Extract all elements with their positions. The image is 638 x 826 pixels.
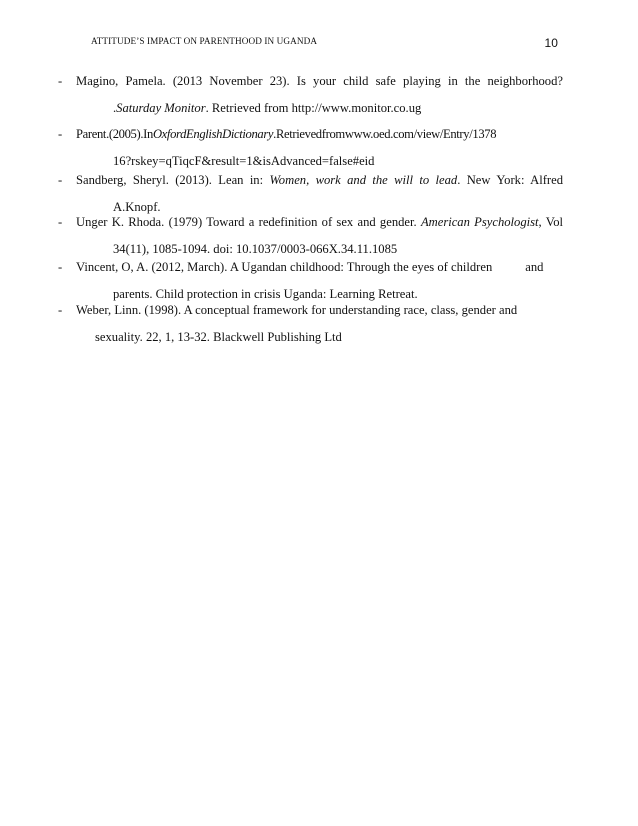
reference-line	[76, 174, 563, 187]
reference-entry	[58, 75, 563, 115]
running-head: ATTITUDE’S IMPACT ON PARENTHOOD IN UGANDA	[91, 36, 318, 46]
reference-text: Sandberg, Sheryl. (2013). Lean in:	[76, 173, 270, 187]
reference-continuation: parents. Child protection in crisis Uganda: Learning Retreat.	[113, 287, 418, 301]
reference-entry	[58, 261, 563, 301]
list-bullet: -	[58, 260, 63, 274]
source-title: OxfordEnglishDictionary	[152, 127, 274, 141]
reference-continuation	[113, 102, 563, 115]
source-title: Saturday Monitor	[116, 101, 206, 115]
reference-continuation: 16?rskey=qTiqcF&result=1&isAdvanced=false#eid	[113, 154, 375, 168]
reference-entry	[58, 128, 563, 168]
reference-text: Parent.(2005).In	[76, 127, 153, 141]
reference-entry	[58, 174, 563, 214]
source-title: American Psychologist	[420, 215, 539, 229]
source-title: Women, work and the will to lead	[269, 173, 458, 187]
page-number: 10	[544, 36, 558, 50]
reference-line	[76, 216, 563, 229]
list-bullet: -	[58, 215, 63, 229]
reference-text: .Retrievedfromwww.oed.com/view/Entry/1378	[273, 127, 497, 141]
reference-text: Vincent, O, A. (2012, March). A Ugandan childhood: Through the eyes of children	[76, 260, 493, 274]
list-bullet: -	[58, 74, 63, 88]
reference-continuation: 34(11), 1085-1094. doi: 10.1037/0003-066X.34.11.1085	[113, 242, 398, 256]
reference-line	[76, 128, 563, 141]
list-bullet: -	[58, 303, 63, 317]
list-bullet: -	[58, 127, 63, 141]
reference-text: , Vol	[538, 215, 564, 229]
list-bullet: -	[58, 173, 63, 187]
reference-text: Unger K. Rhoda. (1979) Toward a redefinition of sex and gender.	[76, 215, 421, 229]
reference-line: Weber, Linn. (1998). A conceptual framework for understanding race, class, gender and	[76, 303, 518, 317]
reference-entry	[58, 304, 563, 344]
reference-text: . New York: Alfred	[457, 173, 563, 187]
reference-text: . Retrieved from http://www.monitor.co.ug	[205, 101, 422, 115]
reference-entry	[58, 216, 563, 256]
reference-continuation: A.Knopf.	[113, 200, 161, 214]
page-header	[91, 36, 558, 50]
punctuation: .	[113, 101, 117, 115]
reference-line: Magino, Pamela. (2013 November 23). Is your child safe playing in the neighborhood?	[76, 74, 563, 88]
reference-line	[76, 261, 563, 274]
reference-continuation: sexuality. 22, 1, 13-32. Blackwell Publishing Ltd	[95, 330, 342, 344]
reference-text: and	[525, 260, 544, 274]
